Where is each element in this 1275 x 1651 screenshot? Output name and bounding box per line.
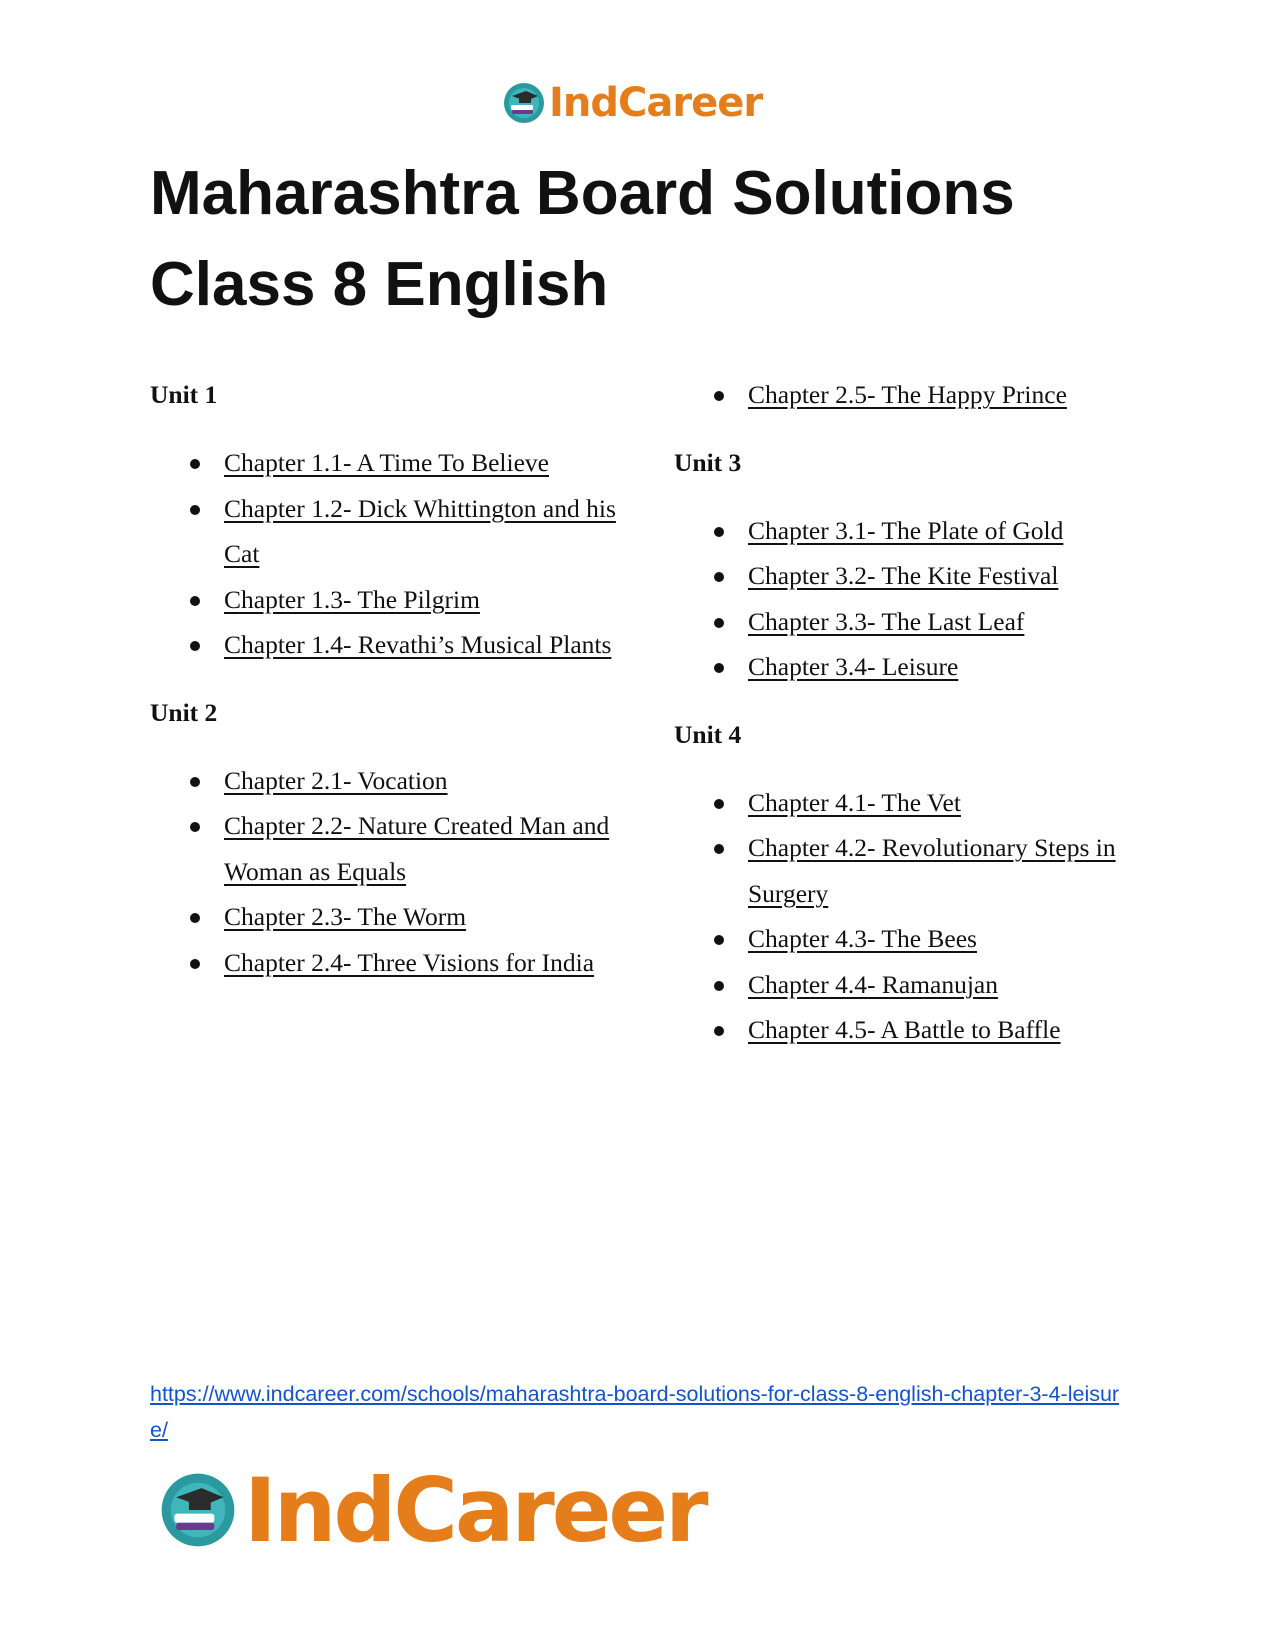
list-item <box>674 372 1144 418</box>
chapter-link[interactable]: Chapter 4.2- Revolutionary Steps in Surgery <box>748 833 1116 908</box>
chapter-link[interactable]: Chapter 2.1- Vocation <box>224 765 448 795</box>
list-item <box>150 577 630 623</box>
list-item <box>150 440 630 486</box>
logo-wordmark: IndCareer <box>244 1458 706 1562</box>
unit-heading: Unit 4 <box>674 719 742 749</box>
unit-heading: Unit 3 <box>674 447 742 477</box>
chapter-link[interactable]: Chapter 2.3- The Worm <box>224 902 467 931</box>
chapter-link[interactable]: Chapter 4.4- Ramanujan <box>748 969 998 999</box>
chapter-list <box>674 508 1144 690</box>
list-item <box>150 758 630 804</box>
list-item <box>150 803 630 894</box>
unit-heading: Unit 2 <box>150 697 218 727</box>
chapter-link[interactable]: Chapter 4.1- The Vet <box>748 787 961 817</box>
list-item <box>150 894 630 940</box>
chapter-list <box>150 440 630 668</box>
list-item <box>674 1007 1144 1053</box>
list-item <box>674 553 1144 599</box>
chapter-link[interactable]: Chapter 2.4- Three Visions for India <box>224 947 595 977</box>
chapter-link[interactable]: Chapter 1.3- The Pilgrim <box>224 584 480 614</box>
header-logo <box>502 80 762 126</box>
right-column <box>674 372 1144 1075</box>
chapter-link[interactable]: Chapter 1.1- A Time To Believe <box>224 448 549 477</box>
list-item <box>150 486 630 577</box>
unit-heading: Unit 1 <box>150 380 218 409</box>
chapter-link[interactable]: Chapter 1.4- Revathi’s Musical Plants <box>224 630 612 659</box>
graduation-book-icon <box>158 1470 238 1550</box>
chapter-link[interactable]: Chapter 3.3- The Last Leaf <box>748 606 1025 636</box>
chapter-link[interactable]: Chapter 1.2- Dick Whittington and his Cat <box>224 493 616 568</box>
chapter-link[interactable]: Chapter 4.3- The Bees <box>748 924 977 953</box>
chapter-list <box>150 758 630 986</box>
chapter-link[interactable]: Chapter 3.4- Leisure <box>748 652 959 681</box>
graduation-book-icon <box>502 81 546 125</box>
page-title: Maharashtra Board Solutions Class 8 English <box>150 159 1015 319</box>
list-item <box>674 825 1144 916</box>
list-item <box>674 644 1144 690</box>
list-item <box>150 940 630 986</box>
logo-wordmark: IndCareer <box>549 80 763 126</box>
chapter-list <box>674 372 1144 418</box>
list-item <box>150 622 630 668</box>
list-item <box>674 962 1144 1008</box>
source-url-link[interactable]: https://www.indcareer.com/schools/maharashtra-board-solutions-for-class-8-english-chapter-3-4-leisure/ <box>150 1382 1120 1442</box>
chapter-link[interactable]: Chapter 2.5- The Happy Prince <box>748 380 1067 409</box>
chapter-link[interactable]: Chapter 4.5- A Battle to Baffle <box>748 1015 1061 1044</box>
left-column <box>150 372 630 1007</box>
chapter-link[interactable]: Chapter 3.2- The Kite Festival <box>748 561 1059 590</box>
footer-logo <box>158 1460 706 1560</box>
chapter-list <box>674 780 1144 1053</box>
chapter-link[interactable]: Chapter 2.2- Nature Created Man and Woman as Equals <box>224 811 610 886</box>
list-item <box>674 780 1144 826</box>
list-item <box>674 599 1144 645</box>
list-item <box>674 916 1144 962</box>
list-item <box>674 508 1144 554</box>
chapter-link[interactable]: Chapter 3.1- The Plate of Gold <box>748 515 1064 545</box>
